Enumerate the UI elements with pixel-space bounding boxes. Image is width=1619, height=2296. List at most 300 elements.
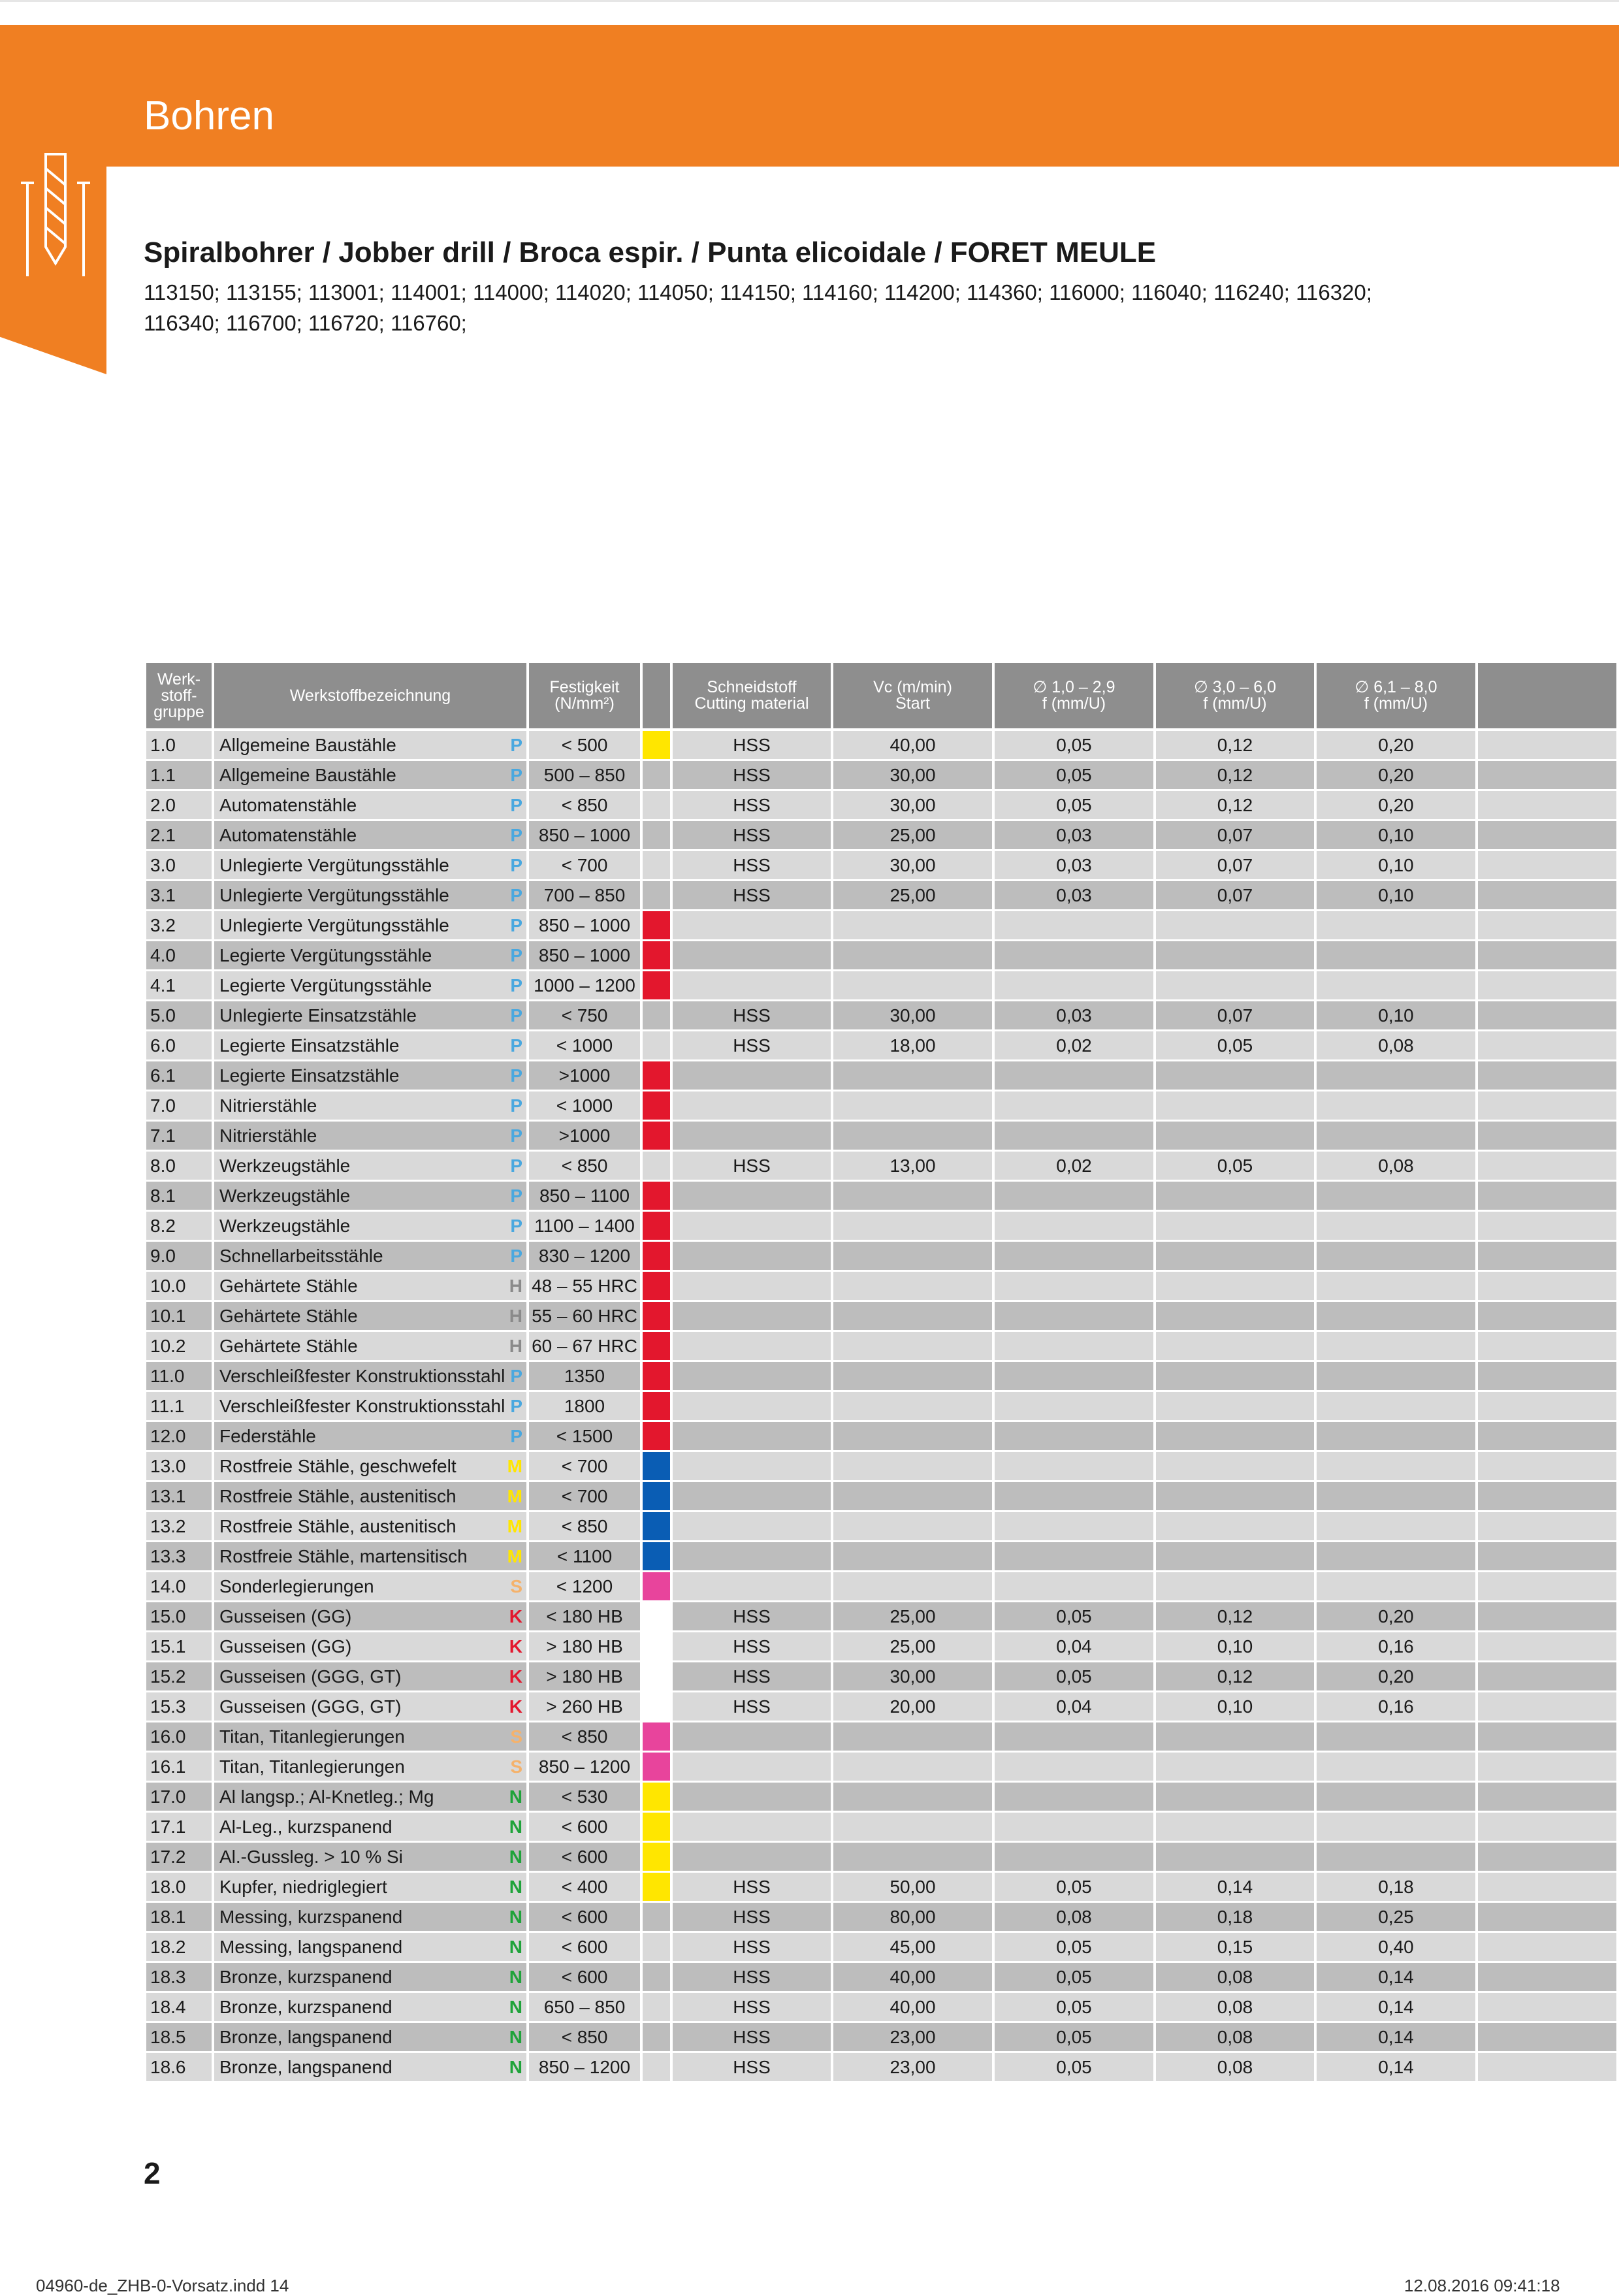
cell-blank bbox=[1478, 1302, 1619, 1332]
cell-blank bbox=[1478, 1542, 1619, 1572]
cell-strength: > 260 HB bbox=[529, 1692, 643, 1722]
cell-f3: 0,25 bbox=[1317, 1903, 1478, 1933]
cell-material bbox=[214, 1602, 529, 1632]
cell-cutting-material bbox=[673, 1843, 833, 1873]
color-swatch bbox=[643, 1662, 670, 1690]
cell-swatch bbox=[643, 1632, 673, 1662]
iso-group-letter: H bbox=[509, 1306, 522, 1326]
color-swatch bbox=[643, 971, 670, 999]
cell-f3 bbox=[1317, 1843, 1478, 1873]
cell-cutting-material: HSS bbox=[673, 1993, 833, 2023]
slug-left: 04960-de_ZHB-0-Vorsatz.indd 14 bbox=[36, 2276, 289, 2295]
iso-group-letter: S bbox=[510, 1576, 522, 1596]
cell-f2 bbox=[1156, 1512, 1317, 1542]
cell-group: 10.2 bbox=[146, 1332, 214, 1362]
color-swatch bbox=[643, 1212, 670, 1240]
cell-f3: 0,20 bbox=[1317, 761, 1478, 791]
cell-vc: 20,00 bbox=[833, 1692, 995, 1722]
cell-blank bbox=[1478, 1933, 1619, 1963]
cell-group: 6.0 bbox=[146, 1031, 214, 1061]
iso-group-letter: K bbox=[509, 1606, 522, 1626]
table-row bbox=[146, 1422, 1619, 1452]
material-name: Legierte Vergütungsstähle bbox=[219, 975, 432, 995]
cell-blank bbox=[1478, 1422, 1619, 1452]
cell-blank bbox=[1478, 1242, 1619, 1272]
cell-blank bbox=[1478, 1212, 1619, 1242]
color-swatch bbox=[643, 1272, 670, 1300]
cell-swatch bbox=[643, 851, 673, 881]
cell-vc bbox=[833, 1091, 995, 1122]
cell-group: 16.0 bbox=[146, 1722, 214, 1753]
cell-vc: 25,00 bbox=[833, 881, 995, 911]
cell-blank bbox=[1478, 1031, 1619, 1061]
cell-f1 bbox=[995, 1242, 1156, 1272]
header-f2: ∅ 3,0 – 6,0 f (mm/U) bbox=[1156, 663, 1317, 731]
cell-vc bbox=[833, 941, 995, 971]
cell-swatch bbox=[643, 1662, 673, 1692]
cell-f3 bbox=[1317, 1512, 1478, 1542]
header-blank bbox=[1478, 663, 1619, 731]
color-swatch bbox=[643, 1753, 670, 1781]
cell-material bbox=[214, 1542, 529, 1572]
cell-cutting-material bbox=[673, 971, 833, 1001]
cell-blank bbox=[1478, 851, 1619, 881]
cell-f2 bbox=[1156, 1753, 1317, 1783]
cell-material bbox=[214, 731, 529, 761]
cell-strength: 830 – 1200 bbox=[529, 1242, 643, 1272]
iso-group-letter: N bbox=[509, 1997, 522, 2017]
cell-cutting-material bbox=[673, 1422, 833, 1452]
color-swatch bbox=[643, 1963, 670, 1991]
cell-swatch bbox=[643, 1542, 673, 1572]
header-cutting-material: Schneidstoff Cutting material bbox=[673, 663, 833, 731]
cell-f2: 0,14 bbox=[1156, 1873, 1317, 1903]
table-row bbox=[146, 731, 1619, 761]
cell-f1: 0,04 bbox=[995, 1632, 1156, 1662]
iso-group-letter: H bbox=[509, 1336, 522, 1356]
cell-material bbox=[214, 1362, 529, 1392]
material-name: Gehärtete Stähle bbox=[219, 1306, 358, 1326]
cell-vc bbox=[833, 1452, 995, 1482]
cell-vc: 25,00 bbox=[833, 821, 995, 851]
cell-blank bbox=[1478, 1993, 1619, 2023]
cell-cutting-material: HSS bbox=[673, 1602, 833, 1632]
material-name: Al-Leg., kurzspanend bbox=[219, 1817, 393, 1837]
cell-f1: 0,05 bbox=[995, 791, 1156, 821]
table-row bbox=[146, 1632, 1619, 1662]
cell-strength: < 600 bbox=[529, 1843, 643, 1873]
cell-blank bbox=[1478, 1903, 1619, 1933]
iso-group-letter: N bbox=[509, 2027, 522, 2047]
cell-vc bbox=[833, 1542, 995, 1572]
color-swatch bbox=[643, 1452, 670, 1480]
iso-group-letter: P bbox=[510, 1005, 522, 1026]
material-name: Bronze, langspanend bbox=[219, 2057, 393, 2077]
cell-f2: 0,08 bbox=[1156, 2053, 1317, 2083]
table-row bbox=[146, 1963, 1619, 1993]
cell-f2 bbox=[1156, 1813, 1317, 1843]
cell-blank bbox=[1478, 1813, 1619, 1843]
cell-group: 18.3 bbox=[146, 1963, 214, 1993]
table-row bbox=[146, 971, 1619, 1001]
cell-group: 9.0 bbox=[146, 1242, 214, 1272]
cell-material bbox=[214, 941, 529, 971]
cell-swatch bbox=[643, 1873, 673, 1903]
table-row bbox=[146, 1061, 1619, 1091]
cell-group: 1.0 bbox=[146, 731, 214, 761]
header-material: Werkstoffbezeichnung bbox=[214, 663, 529, 731]
cell-blank bbox=[1478, 1362, 1619, 1392]
cell-f2: 0,18 bbox=[1156, 1903, 1317, 1933]
cell-strength: 850 – 1200 bbox=[529, 2053, 643, 2083]
cell-f3: 0,08 bbox=[1317, 1152, 1478, 1182]
cell-cutting-material bbox=[673, 1783, 833, 1813]
cell-blank bbox=[1478, 1452, 1619, 1482]
color-swatch bbox=[643, 1001, 670, 1029]
cell-f2: 0,08 bbox=[1156, 1993, 1317, 2023]
cell-material bbox=[214, 911, 529, 941]
cell-f1 bbox=[995, 1783, 1156, 1813]
cell-vc: 13,00 bbox=[833, 1152, 995, 1182]
cell-f2 bbox=[1156, 1242, 1317, 1272]
cell-f3 bbox=[1317, 1091, 1478, 1122]
cell-cutting-material: HSS bbox=[673, 1632, 833, 1662]
cell-vc bbox=[833, 1332, 995, 1362]
cell-vc bbox=[833, 1242, 995, 1272]
cell-f3: 0,20 bbox=[1317, 1662, 1478, 1692]
cell-group: 15.1 bbox=[146, 1632, 214, 1662]
cell-blank bbox=[1478, 881, 1619, 911]
cell-f1 bbox=[995, 911, 1156, 941]
cell-group: 17.2 bbox=[146, 1843, 214, 1873]
cell-f2: 0,10 bbox=[1156, 1632, 1317, 1662]
cell-cutting-material: HSS bbox=[673, 761, 833, 791]
cell-vc: 30,00 bbox=[833, 761, 995, 791]
cell-cutting-material bbox=[673, 941, 833, 971]
cell-blank bbox=[1478, 1392, 1619, 1422]
cell-strength: < 530 bbox=[529, 1783, 643, 1813]
cell-vc bbox=[833, 1783, 995, 1813]
iso-group-letter: K bbox=[509, 1696, 522, 1717]
cell-f3 bbox=[1317, 1212, 1478, 1242]
cell-cutting-material: HSS bbox=[673, 1933, 833, 1963]
cell-material bbox=[214, 1212, 529, 1242]
cell-group: 13.2 bbox=[146, 1512, 214, 1542]
iso-group-letter: P bbox=[510, 1186, 522, 1206]
cell-f2 bbox=[1156, 1572, 1317, 1602]
cell-f1: 0,03 bbox=[995, 1001, 1156, 1031]
cell-vc: 45,00 bbox=[833, 1933, 995, 1963]
cell-f3: 0,14 bbox=[1317, 2023, 1478, 2053]
iso-group-letter: N bbox=[509, 1847, 522, 1867]
cell-blank bbox=[1478, 1512, 1619, 1542]
cell-vc: 40,00 bbox=[833, 1963, 995, 1993]
cell-group: 17.1 bbox=[146, 1813, 214, 1843]
cell-f3 bbox=[1317, 1422, 1478, 1452]
cell-group: 10.1 bbox=[146, 1302, 214, 1332]
cell-f1 bbox=[995, 941, 1156, 971]
material-name: Sonderlegierungen bbox=[219, 1576, 374, 1596]
cell-swatch bbox=[643, 1332, 673, 1362]
iso-group-letter: N bbox=[509, 1787, 522, 1807]
cell-f3: 0,10 bbox=[1317, 851, 1478, 881]
cell-strength: 500 – 850 bbox=[529, 761, 643, 791]
cell-group: 13.0 bbox=[146, 1452, 214, 1482]
cell-material bbox=[214, 1753, 529, 1783]
color-swatch bbox=[643, 821, 670, 849]
cell-f3: 0,16 bbox=[1317, 1692, 1478, 1722]
material-name: Verschleißfester Konstruktionsstahl bbox=[219, 1366, 505, 1386]
cell-cutting-material bbox=[673, 1362, 833, 1392]
iso-group-letter: P bbox=[510, 975, 522, 995]
cell-swatch bbox=[643, 1362, 673, 1392]
cell-group: 13.1 bbox=[146, 1482, 214, 1512]
cell-vc bbox=[833, 1722, 995, 1753]
cell-strength: < 1100 bbox=[529, 1542, 643, 1572]
table-row bbox=[146, 1091, 1619, 1122]
cell-f1: 0,05 bbox=[995, 2023, 1156, 2053]
cell-group: 17.0 bbox=[146, 1783, 214, 1813]
color-swatch bbox=[643, 2023, 670, 2051]
cell-vc bbox=[833, 971, 995, 1001]
cell-f2: 0,07 bbox=[1156, 851, 1317, 881]
cell-group: 7.0 bbox=[146, 1091, 214, 1122]
table-row bbox=[146, 1602, 1619, 1632]
material-name: Bronze, kurzspanend bbox=[219, 1997, 393, 2017]
cell-material bbox=[214, 1903, 529, 1933]
material-name: Titan, Titanlegierungen bbox=[219, 1726, 405, 1747]
cell-group: 1.1 bbox=[146, 761, 214, 791]
material-name: Allgemeine Baustähle bbox=[219, 735, 396, 755]
cell-strength: < 700 bbox=[529, 1482, 643, 1512]
cell-swatch bbox=[643, 1212, 673, 1242]
iso-group-letter: N bbox=[509, 1907, 522, 1927]
cell-f3: 0,14 bbox=[1317, 1993, 1478, 2023]
cell-swatch bbox=[643, 1061, 673, 1091]
cell-material bbox=[214, 1662, 529, 1692]
cell-blank bbox=[1478, 1843, 1619, 1873]
cell-swatch bbox=[643, 1422, 673, 1452]
cell-material bbox=[214, 1422, 529, 1452]
material-name: Unlegierte Vergütungsstähle bbox=[219, 885, 449, 905]
cell-strength: > 180 HB bbox=[529, 1662, 643, 1692]
iso-group-letter: K bbox=[509, 1666, 522, 1687]
material-name: Al.-Gussleg. > 10 % Si bbox=[219, 1847, 403, 1867]
cell-f2 bbox=[1156, 911, 1317, 941]
cell-strength: < 1000 bbox=[529, 1031, 643, 1061]
cell-vc: 30,00 bbox=[833, 1001, 995, 1031]
cell-f1: 0,02 bbox=[995, 1031, 1156, 1061]
table-row bbox=[146, 1753, 1619, 1783]
cell-cutting-material bbox=[673, 1242, 833, 1272]
color-swatch bbox=[643, 791, 670, 819]
cell-group: 5.0 bbox=[146, 1001, 214, 1031]
cell-cutting-material bbox=[673, 1813, 833, 1843]
iso-group-letter: P bbox=[510, 1065, 522, 1086]
cell-strength: < 400 bbox=[529, 1873, 643, 1903]
cell-strength: 850 – 1000 bbox=[529, 941, 643, 971]
cell-f1: 0,05 bbox=[995, 1662, 1156, 1692]
material-name: Messing, langspanend bbox=[219, 1937, 403, 1957]
iso-group-letter: P bbox=[510, 915, 522, 935]
table-row bbox=[146, 1843, 1619, 1873]
color-swatch bbox=[643, 1602, 670, 1630]
color-swatch bbox=[643, 1422, 670, 1450]
material-name: Gusseisen (GG) bbox=[219, 1606, 352, 1626]
cell-vc: 50,00 bbox=[833, 1873, 995, 1903]
cell-blank bbox=[1478, 1122, 1619, 1152]
material-name: Legierte Einsatzstähle bbox=[219, 1035, 400, 1056]
iso-group-letter: P bbox=[510, 1426, 522, 1446]
cell-swatch bbox=[643, 1783, 673, 1813]
cell-f1 bbox=[995, 1452, 1156, 1482]
cell-cutting-material bbox=[673, 1452, 833, 1482]
cell-group: 14.0 bbox=[146, 1572, 214, 1602]
cell-strength: 1000 – 1200 bbox=[529, 971, 643, 1001]
table-row bbox=[146, 1903, 1619, 1933]
table-row bbox=[146, 1452, 1619, 1482]
cell-f1 bbox=[995, 1392, 1156, 1422]
cell-f3: 0,18 bbox=[1317, 1873, 1478, 1903]
cell-blank bbox=[1478, 791, 1619, 821]
article-codes-line2: 116340; 116700; 116720; 116760; bbox=[144, 311, 467, 335]
iso-group-letter: H bbox=[509, 1276, 522, 1296]
cell-group: 18.5 bbox=[146, 2023, 214, 2053]
cell-f1 bbox=[995, 1182, 1156, 1212]
cell-material bbox=[214, 2023, 529, 2053]
table-row bbox=[146, 1813, 1619, 1843]
cell-cutting-material bbox=[673, 911, 833, 941]
cell-swatch bbox=[643, 911, 673, 941]
table-row bbox=[146, 761, 1619, 791]
cell-f3: 0,08 bbox=[1317, 1031, 1478, 1061]
material-name: Automatenstähle bbox=[219, 825, 357, 845]
table-row bbox=[146, 2023, 1619, 2053]
cell-cutting-material: HSS bbox=[673, 1001, 833, 1031]
iso-group-letter: M bbox=[507, 1486, 522, 1506]
cell-group: 2.1 bbox=[146, 821, 214, 851]
iso-group-letter: P bbox=[510, 1216, 522, 1236]
cell-material bbox=[214, 791, 529, 821]
cell-vc: 23,00 bbox=[833, 2023, 995, 2053]
cell-blank bbox=[1478, 1662, 1619, 1692]
table-row bbox=[146, 911, 1619, 941]
cell-group: 18.4 bbox=[146, 1993, 214, 2023]
cell-f3: 0,10 bbox=[1317, 821, 1478, 851]
cell-material bbox=[214, 1933, 529, 1963]
cell-group: 3.2 bbox=[146, 911, 214, 941]
color-swatch bbox=[643, 1031, 670, 1059]
cell-material bbox=[214, 1001, 529, 1031]
table-row bbox=[146, 1031, 1619, 1061]
cell-vc bbox=[833, 1753, 995, 1783]
cell-cutting-material bbox=[673, 1482, 833, 1512]
cell-f3 bbox=[1317, 1122, 1478, 1152]
slug-right: 12.08.2016 09:41:18 bbox=[1404, 2276, 1560, 2295]
color-swatch bbox=[643, 1572, 670, 1600]
cell-swatch bbox=[643, 1272, 673, 1302]
cell-group: 8.2 bbox=[146, 1212, 214, 1242]
iso-group-letter: S bbox=[510, 1756, 522, 1777]
cell-strength: 700 – 850 bbox=[529, 881, 643, 911]
cell-cutting-material bbox=[673, 1512, 833, 1542]
cell-f2 bbox=[1156, 1302, 1317, 1332]
cell-swatch bbox=[643, 1392, 673, 1422]
cell-f2 bbox=[1156, 1452, 1317, 1482]
table-row bbox=[146, 2053, 1619, 2083]
cell-group: 18.6 bbox=[146, 2053, 214, 2083]
cell-f2 bbox=[1156, 1061, 1317, 1091]
cell-f2: 0,12 bbox=[1156, 1662, 1317, 1692]
iso-group-letter: N bbox=[509, 2057, 522, 2077]
material-name: Unlegierte Vergütungsstähle bbox=[219, 915, 449, 935]
cell-cutting-material bbox=[673, 1572, 833, 1602]
cell-f1 bbox=[995, 1212, 1156, 1242]
cell-f1 bbox=[995, 1722, 1156, 1753]
cell-cutting-material: HSS bbox=[673, 1903, 833, 1933]
article-codes-line1: 113150; 113155; 113001; 114001; 114000; 114020; 114050; 114150; 114160; 114200; 114360; 116000; 116040; 116240; 116320; bbox=[144, 280, 1372, 304]
iso-group-letter: N bbox=[509, 1817, 522, 1837]
cell-f1: 0,02 bbox=[995, 1152, 1156, 1182]
cell-strength: < 600 bbox=[529, 1963, 643, 1993]
cell-f3 bbox=[1317, 1332, 1478, 1362]
cell-strength: < 1200 bbox=[529, 1572, 643, 1602]
cell-strength: 850 – 1000 bbox=[529, 911, 643, 941]
cell-blank bbox=[1478, 821, 1619, 851]
cell-f2 bbox=[1156, 1482, 1317, 1512]
cell-swatch bbox=[643, 731, 673, 761]
cell-f1 bbox=[995, 1272, 1156, 1302]
cell-vc: 23,00 bbox=[833, 2053, 995, 2083]
iso-group-letter: P bbox=[510, 1366, 522, 1386]
table-row bbox=[146, 791, 1619, 821]
material-name: Bronze, langspanend bbox=[219, 2027, 393, 2047]
cell-swatch bbox=[643, 881, 673, 911]
cell-swatch bbox=[643, 1452, 673, 1482]
cell-vc: 25,00 bbox=[833, 1602, 995, 1632]
cell-group: 15.2 bbox=[146, 1662, 214, 1692]
cell-swatch bbox=[643, 1993, 673, 2023]
cell-cutting-material: HSS bbox=[673, 2053, 833, 2083]
cell-swatch bbox=[643, 1963, 673, 1993]
cell-f3 bbox=[1317, 1182, 1478, 1212]
cell-f3 bbox=[1317, 1392, 1478, 1422]
cell-f3: 0,14 bbox=[1317, 2053, 1478, 2083]
cell-material bbox=[214, 1091, 529, 1122]
cell-f1: 0,08 bbox=[995, 1903, 1156, 1933]
cell-material bbox=[214, 2053, 529, 2083]
table-row bbox=[146, 1182, 1619, 1212]
article-codes bbox=[144, 277, 1483, 338]
cell-material bbox=[214, 1783, 529, 1813]
table-row bbox=[146, 1933, 1619, 1963]
iso-group-letter: P bbox=[510, 735, 522, 755]
color-swatch bbox=[643, 1512, 670, 1540]
cell-strength: < 850 bbox=[529, 1152, 643, 1182]
header-f3: ∅ 6,1 – 8,0 f (mm/U) bbox=[1317, 663, 1478, 731]
cell-f3 bbox=[1317, 1242, 1478, 1272]
color-swatch bbox=[643, 941, 670, 969]
cell-blank bbox=[1478, 761, 1619, 791]
cell-strength: 1100 – 1400 bbox=[529, 1212, 643, 1242]
material-name: Bronze, kurzspanend bbox=[219, 1967, 393, 1987]
section-title: Bohren bbox=[144, 93, 274, 138]
cell-strength: < 180 HB bbox=[529, 1602, 643, 1632]
cell-swatch bbox=[643, 1813, 673, 1843]
color-swatch bbox=[643, 1061, 670, 1090]
document-title: Spiralbohrer / Jobber drill / Broca espir. / Punta elicoidale / FORET MEULE bbox=[144, 236, 1157, 268]
cell-f2: 0,08 bbox=[1156, 2023, 1317, 2053]
